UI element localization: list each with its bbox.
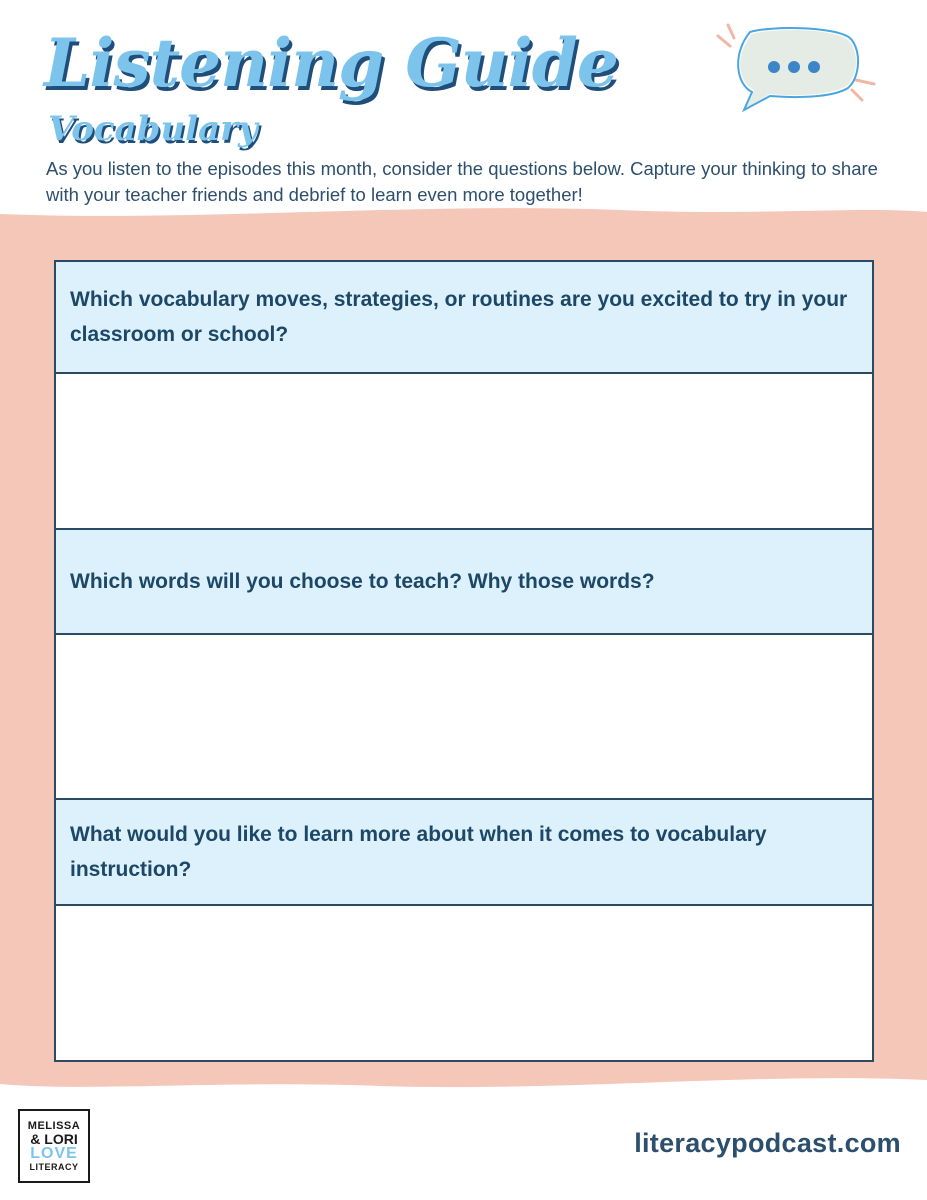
answer-box-1[interactable] bbox=[56, 374, 872, 530]
logo-line-1: MELISSA bbox=[27, 1119, 81, 1132]
logo-line-3: LOVE bbox=[30, 1144, 78, 1162]
question-1: Which vocabulary moves, strategies, or routines are you excited to try in your classroom or school? bbox=[56, 262, 872, 374]
intro-text bbox=[46, 156, 876, 208]
page-subtitle: Vocabulary bbox=[48, 109, 258, 149]
questions-card bbox=[54, 260, 874, 1062]
answer-box-2[interactable] bbox=[56, 635, 872, 800]
intro-line-1: As you listen to the episodes this month, consider the questions below. Capture your thinking to share bbox=[46, 158, 878, 179]
question-3: What would you like to learn more about when it comes to vocabulary instruction? bbox=[56, 800, 872, 906]
intro-line-2: with your teacher friends and debrief to learn even more together! bbox=[46, 184, 583, 205]
brand-logo bbox=[18, 1109, 90, 1183]
logo-line-2: & LORI bbox=[30, 1130, 78, 1147]
answer-box-3[interactable] bbox=[56, 906, 872, 1060]
page-title: Listening Guide bbox=[44, 24, 618, 102]
speech-bubble-icon bbox=[712, 20, 882, 120]
logo-line-4: LITERACY bbox=[29, 1161, 79, 1172]
question-2: Which words will you choose to teach? Why those words? bbox=[56, 530, 872, 635]
footer-url[interactable]: literacypodcast.com bbox=[634, 1128, 901, 1158]
